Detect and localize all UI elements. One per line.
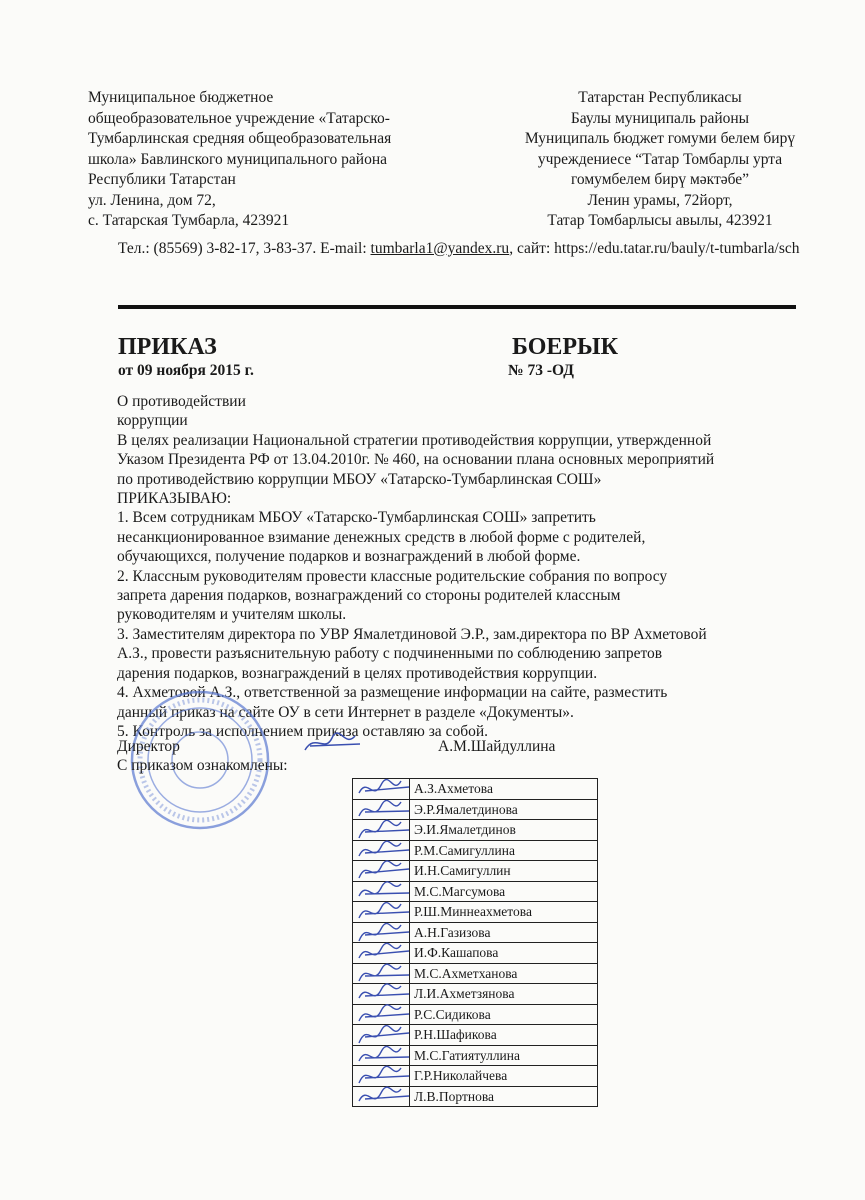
body-line: ПРИКАЗЫВАЮ: bbox=[117, 490, 232, 508]
acquainted-label: С приказом ознакомлены: bbox=[117, 757, 288, 774]
header-right-line: Татар Томбарлысы авылы, 423921 bbox=[547, 212, 773, 229]
signatory-name: Р.Ш.Миннеахметова bbox=[410, 902, 598, 923]
header-left-line: Тумбарлинская средняя общеобразовательная bbox=[88, 130, 392, 147]
header-left-line: с. Татарская Тумбарла, 423921 bbox=[88, 212, 290, 229]
header-right-line: Татарстан Республикасы bbox=[578, 89, 742, 106]
body-line: 4. Ахметовой А.З., ответственной за размещение информации на сайте, разместить bbox=[117, 684, 668, 702]
signatory-name: М.С.Ахметханова bbox=[410, 963, 598, 984]
signatory-name: Р.С.Сидикова bbox=[410, 1004, 598, 1025]
body-line: несанкционированное взимание денежных средств в любой форме с родителей, bbox=[117, 528, 646, 546]
header-right-line: учреждениесе “Татар Томбарлы урта bbox=[537, 150, 783, 168]
director-signature-icon bbox=[300, 728, 370, 758]
body-line: 2. Классным руководителям провести классные родительские собрания по вопросу bbox=[117, 567, 668, 585]
signatory-name: Р.М.Самигуллина bbox=[410, 840, 598, 861]
header-right-line: гомумбелем бирү мәктәбе” bbox=[570, 171, 750, 188]
body-line: 5. Контроль за исполнением приказа оставляю за собой. bbox=[117, 722, 489, 740]
body-line: О противодействии bbox=[117, 393, 246, 410]
signatory-name: А.З.Ахметова bbox=[410, 779, 598, 800]
body-line: по противодействию коррупции МБОУ «Татарско-Тумбарлинская СОШ» bbox=[117, 470, 602, 488]
body-line: 3. Заместителям директора по УВР Ямалетдиновой Э.Р., зам.директора по ВР Ахметовой bbox=[117, 625, 707, 643]
signatory-name: Л.В.Портнова bbox=[410, 1086, 598, 1107]
header-right-line: Ленин урамы, 72йорт, bbox=[587, 191, 733, 209]
signatory-name: И.Н.Самигуллин bbox=[410, 861, 598, 882]
header-left bbox=[88, 88, 391, 232]
body-line: 1. Всем сотрудникам МБОУ «Татарско-Тумбарлинская СОШ» запретить bbox=[117, 509, 596, 527]
header-right-line: Муниципаль бюджет гомуми белем бирү bbox=[524, 130, 796, 147]
signatures-table bbox=[352, 778, 598, 1107]
signatory-name: А.Н.Газизова bbox=[410, 922, 598, 943]
signature-cell bbox=[353, 1086, 410, 1107]
header-right-line: Баулы муниципаль районы bbox=[570, 109, 750, 127]
contact-line bbox=[118, 239, 808, 260]
title-tt: БОЕРЫК bbox=[512, 334, 619, 360]
header-divider bbox=[118, 305, 796, 309]
signatory-name: Л.И.Ахметзянова bbox=[410, 984, 598, 1005]
signatory-name: Э.Р.Ямалетдинова bbox=[410, 799, 598, 820]
contact-suffix: , сайт: https://edu.tatar.ru/bauly/t-tumbarla/sch bbox=[509, 240, 800, 257]
signatory-name: Г.Р.Николайчева bbox=[410, 1066, 598, 1087]
signatory-name: Р.Н.Шафикова bbox=[410, 1025, 598, 1046]
body-line: руководителям и учителям школы. bbox=[117, 606, 347, 624]
signatory-name: Э.И.Ямалетдинов bbox=[410, 820, 598, 841]
contact-prefix: Тел.: (85569) 3-82-17, 3-83-37. E-mail: bbox=[118, 240, 371, 257]
title-ru: ПРИКАЗ bbox=[118, 334, 217, 360]
body-line: Указом Президента РФ от 13.04.2010г. № 460, на основании плана основных мероприятий bbox=[117, 451, 715, 469]
director-label: Директор bbox=[117, 738, 180, 755]
body-line: данный приказ на сайте ОУ в сети Интернет в разделе «Документы». bbox=[117, 703, 574, 721]
table-row bbox=[353, 1086, 598, 1107]
signature-icon bbox=[353, 1081, 415, 1111]
email-link[interactable]: tumbarla1@yandex.ru bbox=[370, 240, 510, 257]
director-name: А.М.Шайдуллина bbox=[438, 738, 556, 755]
body-line: А.З., провести разъяснительную работу с подчиненными по соблюдению запретов bbox=[117, 645, 663, 663]
header-left-line: ул. Ленина, дом 72, bbox=[88, 191, 216, 209]
header-left-line: общеобразовательное учреждение «Татарско- bbox=[88, 109, 390, 127]
signatory-name: М.С.Гатиятуллина bbox=[410, 1045, 598, 1066]
header-left-line: Республики Татарстан bbox=[88, 171, 236, 188]
body-line: В целях реализации Национальной стратегии противодействия коррупции, утвержденной bbox=[117, 431, 712, 449]
signatory-name: М.С.Магсумова bbox=[410, 881, 598, 902]
body-line: коррупции bbox=[117, 412, 188, 430]
body-line: дарения подарков, вознаграждений в целях противодействия коррупции. bbox=[117, 664, 598, 682]
order-number: № 73 -ОД bbox=[508, 362, 574, 379]
signatory-name: И.Ф.Кашапова bbox=[410, 943, 598, 964]
body-line: обучающихся, получение подарков и вознаграждений в любой форме. bbox=[117, 548, 581, 566]
order-date: от 09 ноября 2015 г. bbox=[118, 362, 254, 379]
header-right bbox=[480, 88, 840, 232]
body-line: запрета дарения подарков, вознаграждений со стороны родителей классным bbox=[117, 587, 621, 605]
header-left-line: Муниципальное бюджетное bbox=[88, 89, 274, 106]
header-left-line: школа» Бавлинского муниципального района bbox=[88, 150, 387, 168]
